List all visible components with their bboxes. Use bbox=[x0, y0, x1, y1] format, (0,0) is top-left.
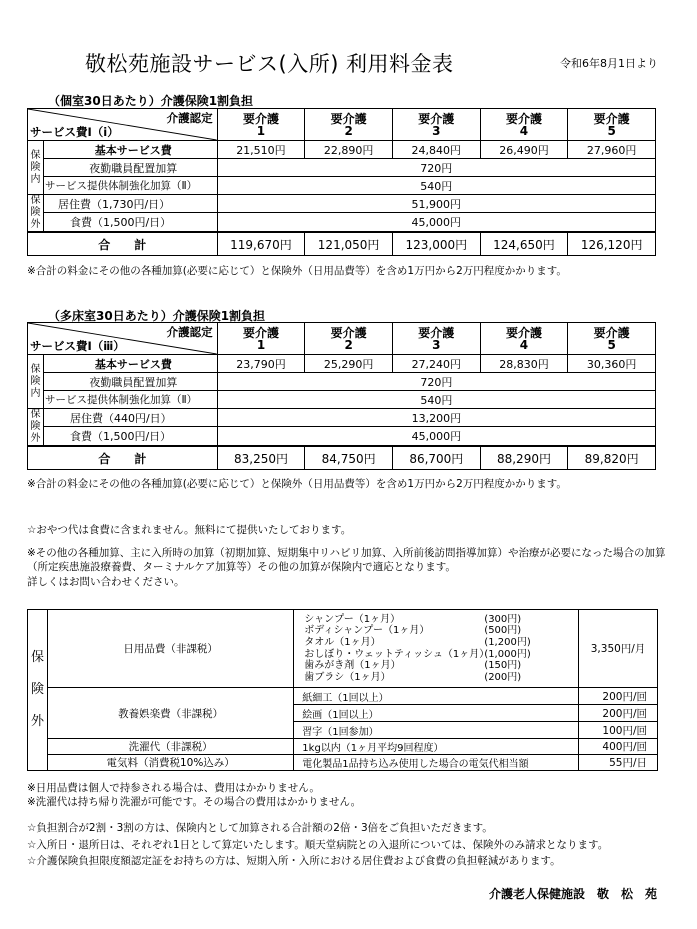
care-level-header: 要介護 4 bbox=[480, 109, 568, 141]
shared-room-fee-table bbox=[27, 322, 656, 470]
total-value: 123,000円 bbox=[392, 232, 480, 256]
daily-item-row: 歯みがき剤（1ヶ月） (150円) bbox=[304, 660, 522, 672]
care-level-header: 要介護 4 bbox=[480, 323, 568, 355]
care-level-header: 要介護 2 bbox=[305, 109, 393, 141]
service-enhance-value: 540円 bbox=[217, 177, 655, 195]
total-value: 84,750円 bbox=[305, 446, 393, 470]
education-price: 200円/回 bbox=[579, 705, 658, 722]
daily-item-row: タオル（1ヶ月） (1,200円) bbox=[304, 636, 531, 648]
meal-fee-label: 食費（1,500円/日） bbox=[43, 427, 217, 446]
private-room-caption: （個室30日あたり）介護保険1割負担 bbox=[48, 94, 254, 108]
total-value: 121,050円 bbox=[305, 232, 393, 256]
education-price: 100円/回 bbox=[579, 722, 658, 739]
education-item: 習字（1回参加） bbox=[294, 722, 579, 739]
laundry-fee-label: 洗濯代（非課税） bbox=[47, 739, 293, 755]
basic-service-value: 28,830円 bbox=[480, 355, 568, 373]
admission-day-note: ☆入所日・退所日は、それぞれ1日として算定いたします。順天堂病院との入退所については、保険外のみ請求となります。 bbox=[27, 839, 609, 851]
uninsured-side-label: 保 険 外 bbox=[28, 610, 48, 771]
service-enhance-label: サービス提供体制強化加算（Ⅱ） bbox=[43, 177, 217, 195]
document-title: 敬松苑施設サービス(入所) 利用料金表 bbox=[85, 52, 454, 76]
basic-service-value: 27,960円 bbox=[568, 141, 656, 159]
total-value: 119,670円 bbox=[217, 232, 305, 256]
other-fees-table bbox=[27, 609, 658, 771]
education-fee-label: 教養娯楽費（非課税） bbox=[47, 688, 293, 739]
electric-fee-label: 電気料（消費税10%込み） bbox=[47, 755, 293, 771]
uninsured-side-label: 保 険 外 bbox=[28, 409, 44, 447]
night-staff-label: 夜勤職員配置加算 bbox=[43, 373, 217, 391]
daily-goods-note: ※日用品費は個人で持参される場合は、費用はかかりません。 bbox=[27, 782, 320, 794]
education-item: 紙細工（1回以上） bbox=[294, 688, 579, 705]
snack-note: ☆おやつ代は食費に含まれません。無料にて提供いたしております。 bbox=[27, 524, 352, 536]
daily-goods-items bbox=[294, 610, 579, 688]
care-level-header: 要介護 1 bbox=[217, 323, 305, 355]
copay-note: ☆負担割合が2割・3割の方は、保険内として加算される合計額の2倍・3倍をご負担いただきます。 bbox=[27, 822, 493, 834]
education-item: 絵画（1回以上） bbox=[294, 705, 579, 722]
service-enhance-value: 540円 bbox=[217, 391, 655, 409]
care-level-header: 要介護 5 bbox=[568, 109, 656, 141]
total-value: 126,120円 bbox=[568, 232, 656, 256]
residence-fee-label: 居住費（440円/日） bbox=[43, 409, 217, 427]
private-room-note: ※合計の料金にその他の各種加算(必要に応じて）と保険外（日用品費等）を含め1万円から2万円程度かかります。 bbox=[27, 265, 567, 277]
residence-fee-value: 13,200円 bbox=[217, 409, 655, 427]
daily-item-row: ボディシャンプー（1ヶ月） (500円) bbox=[304, 625, 522, 637]
night-staff-value: 720円 bbox=[217, 373, 655, 391]
total-label: 合 計 bbox=[28, 232, 218, 256]
daily-item-row: シャンプー（1ヶ月） (300円) bbox=[304, 613, 522, 625]
header-care-label: 介護認定 bbox=[166, 110, 213, 125]
basic-service-value: 26,490円 bbox=[480, 141, 568, 159]
header-diagonal-cell bbox=[28, 323, 218, 355]
meal-fee-value: 45,000円 bbox=[217, 213, 655, 232]
laundry-note: ※洗濯代は持ち帰り洗濯が可能です。その場合の費用はかかりません。 bbox=[27, 796, 362, 808]
header-service-label: サービス費Ⅰ（ⅰ） bbox=[30, 124, 119, 139]
night-staff-label: 夜勤職員配置加算 bbox=[43, 159, 217, 177]
total-value: 124,650円 bbox=[480, 232, 568, 256]
burden-reduction-note: ☆介護保険負担限度額認定証をお持ちの方は、短期入所・入所における居住費および食費の負担軽減があります。 bbox=[27, 855, 561, 867]
private-room-fee-table bbox=[27, 108, 656, 256]
basic-service-value: 27,240円 bbox=[392, 355, 480, 373]
night-staff-value: 720円 bbox=[217, 159, 655, 177]
residence-fee-value: 51,900円 bbox=[217, 195, 655, 213]
total-value: 88,290円 bbox=[480, 446, 568, 470]
daily-item-row: 歯ブラシ（1ヶ月） (200円) bbox=[304, 671, 522, 683]
daily-goods-total: 3,350円/月 bbox=[579, 610, 658, 688]
shared-room-note: ※合計の料金にその他の各種加算(必要に応じて）と保険外（日用品費等）を含め1万円から2万円程度かかります。 bbox=[27, 478, 567, 490]
total-value: 83,250円 bbox=[217, 446, 305, 470]
basic-service-label: 基本サービス費 bbox=[43, 355, 217, 373]
electric-item: 電化製品1品持ち込み使用した場合の電気代相当額 bbox=[294, 755, 579, 771]
care-level-header: 要介護 1 bbox=[217, 109, 305, 141]
total-value: 86,700円 bbox=[392, 446, 480, 470]
care-level-header: 要介護 2 bbox=[305, 323, 393, 355]
total-value: 89,820円 bbox=[568, 446, 656, 470]
header-care-label: 介護認定 bbox=[166, 324, 213, 339]
basic-service-value: 24,840円 bbox=[392, 141, 480, 159]
education-price: 200円/回 bbox=[579, 688, 658, 705]
meal-fee-value: 45,000円 bbox=[217, 427, 655, 446]
uninsured-side-label: 保 険 外 bbox=[28, 195, 44, 233]
basic-service-value: 30,360円 bbox=[568, 355, 656, 373]
daily-item-row: おしぼり・ウェットティッシュ（1ヶ月） (1,000円) bbox=[304, 648, 531, 660]
shared-room-caption: （多床室30日あたり）介護保険1割負担 bbox=[48, 309, 266, 323]
electric-price: 55円/日 bbox=[579, 755, 658, 771]
insured-side-label: 保 険 内 bbox=[28, 141, 44, 195]
residence-fee-label: 居住費（1,730円/日） bbox=[43, 195, 217, 213]
meal-fee-label: 食費（1,500円/日） bbox=[43, 213, 217, 232]
additional-fees-note: ※その他の各種加算、主に入所時の加算（初期加算、短期集中リハビリ加算、入所前後訪問指導加算）や治療が必要になった場合の加算（所定疾患施設療養費、ターミナルケア加算等）その他の加算が保険内で適応となります。 bbox=[27, 547, 666, 573]
effective-date: 令和6年8月1日より bbox=[560, 57, 658, 70]
care-level-header: 要介護 3 bbox=[392, 323, 480, 355]
laundry-item: 1kg以内（1ヶ月平均9回程度） bbox=[294, 739, 579, 755]
service-enhance-label: サービス提供体制強化加算（Ⅱ） bbox=[43, 391, 217, 409]
basic-service-value: 21,510円 bbox=[217, 141, 305, 159]
care-level-header: 要介護 5 bbox=[568, 323, 656, 355]
insured-side-label: 保 険 内 bbox=[28, 355, 44, 409]
header-service-label: サービス費Ⅰ（ⅲ） bbox=[30, 338, 125, 353]
laundry-price: 400円/回 bbox=[579, 739, 658, 755]
basic-service-label: 基本サービス費 bbox=[43, 141, 217, 159]
daily-goods-label: 日用品費（非課税） bbox=[47, 610, 293, 688]
basic-service-value: 22,890円 bbox=[305, 141, 393, 159]
basic-service-value: 23,790円 bbox=[217, 355, 305, 373]
total-label: 合 計 bbox=[28, 446, 218, 470]
facility-signature: 介護老人保健施設 敬 松 苑 bbox=[488, 887, 657, 901]
header-diagonal-cell bbox=[28, 109, 218, 141]
care-level-header: 要介護 3 bbox=[392, 109, 480, 141]
basic-service-value: 25,290円 bbox=[305, 355, 393, 373]
inquiry-note: 詳しくはお問い合わせください。 bbox=[27, 576, 185, 588]
